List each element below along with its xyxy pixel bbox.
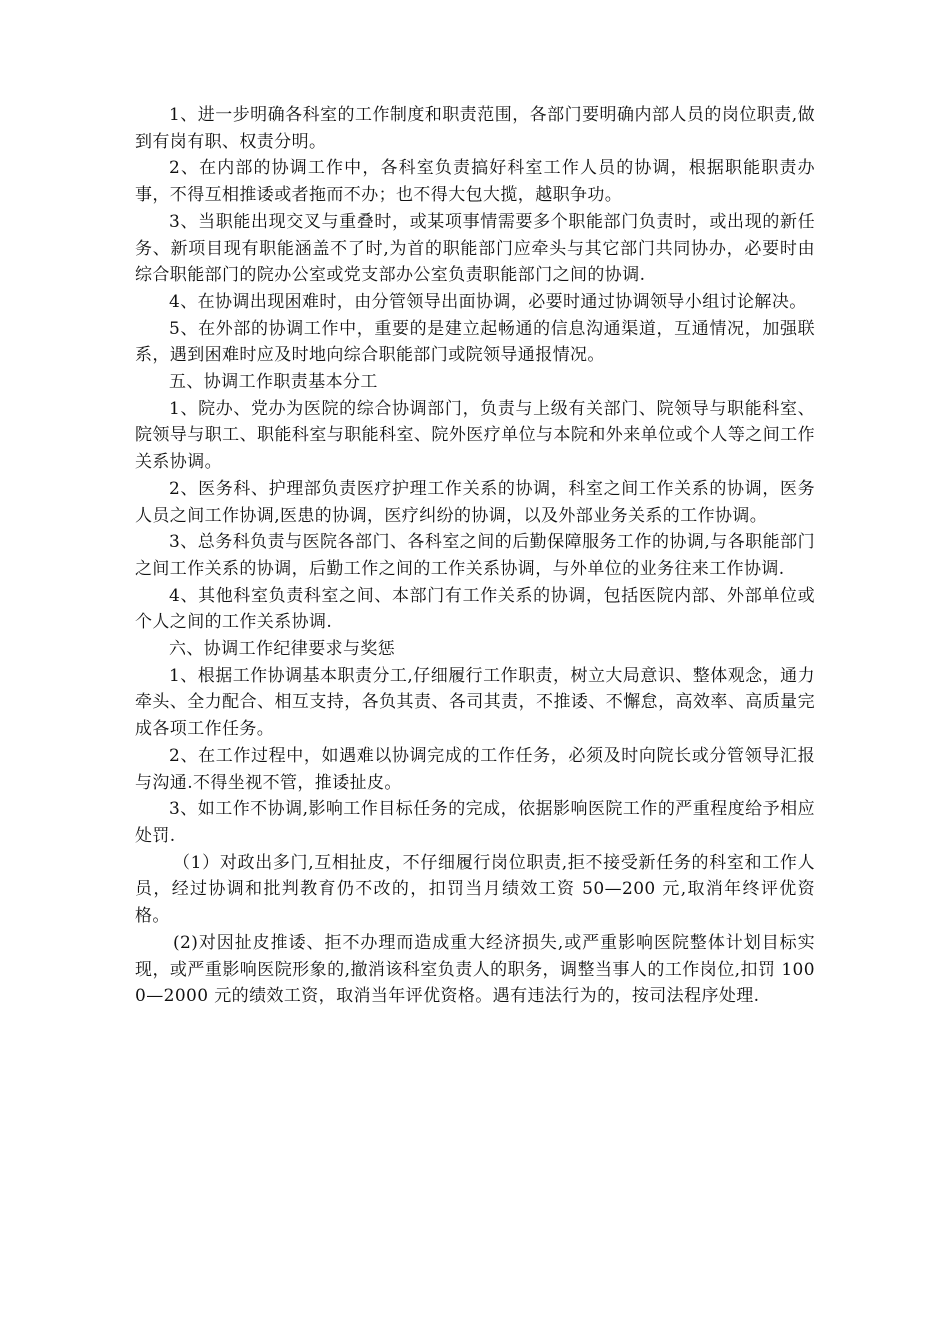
paragraph-8: 3、总务科负责与医院各部门、各科室之间的后勤保障服务工作的协调,与各职能部门之间工作关系的协调，后勤工作之间的工作关系协调，与外单位的业务往来工作协调. — [135, 532, 815, 579]
paragraph-12: 3、如工作不协调,影响工作目标任务的完成，依据影响医院工作的严重程度给予相应处罚. — [135, 799, 815, 846]
document-body — [135, 102, 815, 1010]
paragraph-6: 1、院办、党办为医院的综合协调部门，负责与上级有关部门、院领导与职能科室、院领导与职工、职能科室与职能科室、院外医疗单位与本院和外来单位或个人等之间工作关系协调。 — [135, 398, 815, 473]
paragraph-9: 4、其他科室负责科室之间、本部门有工作关系的协调，包括医院内部、外部单位或个人之间的工作关系协调. — [135, 585, 815, 633]
paragraph-2: 2、在内部的协调工作中，各科室负责搞好科室工作人员的协调，根据职能职责办事，不得互相推诿或者拖而不办；也不得大包大揽，越职争功。 — [135, 158, 815, 206]
paragraph-14: (2)对因扯皮推诿、拒不办理而造成重大经济损失,或严重影响医院整体计划目标实现，或严重影响医院形象的,撤消该科室负责人的职务，调整当事人的工作岗位,扣罚 1000—2000 元的绩效工资，取消当年评优资格。遇有违法行为的，按司法程序处理. — [135, 932, 815, 1007]
paragraph-11: 2、在工作过程中，如遇难以协调完成的工作任务，必须及时向院长或分管领导汇报与沟通.不得坐视不管，推诿扯皮。 — [135, 745, 815, 793]
paragraph-4: 4、在协调出现困难时，由分管领导出面协调，必要时通过协调领导小组讨论解决。 — [169, 291, 807, 312]
paragraph-3: 3、当职能出现交叉与重叠时，或某项事情需要多个职能部门负责时，或出现的新任务、新项目现有职能涵盖不了时,为首的职能部门应牵头与其它部门共同协办，必要时由综合职能部门的院办公室或党支部办公室负责职能部门之间的协调. — [135, 211, 815, 286]
paragraph-5: 5、在外部的协调工作中，重要的是建立起畅通的信息沟通渠道，互通情况，加强联系，遇到困难时应及时地向综合职能部门或院领导通报情况。 — [135, 318, 815, 366]
paragraph-7: 2、医务科、护理部负责医疗护理工作关系的协调，科室之间工作关系的协调，医务人员之间工作协调,医患的协调，医疗纠纷的协调，以及外部业务关系的工作协调。 — [135, 478, 815, 526]
section-heading-5: 五、协调工作职责基本分工 — [169, 372, 378, 393]
section-heading-6: 六、协调工作纪律要求与奖惩 — [169, 639, 396, 660]
paragraph-1: 1、进一步明确各科室的工作制度和职责范围，各部门要明确内部人员的岗位职责,做到有岗有职、权责分明。 — [135, 105, 815, 152]
paragraph-13: （1）对政出多门,互相扯皮，不仔细履行岗位职责,拒不接受新任务的科室和工作人员，经过协调和批判教育仍不改的，扣罚当月绩效工资 50—200 元,取消年终评优资格。 — [135, 852, 815, 927]
paragraph-10: 1、根据工作协调基本职责分工,仔细履行工作职责，树立大局意识、整体观念，通力牵头、全力配合、相互支持，各负其责、各司其责，不推诿、不懈怠，高效率、高质量完成各项工作任务。 — [135, 665, 815, 740]
